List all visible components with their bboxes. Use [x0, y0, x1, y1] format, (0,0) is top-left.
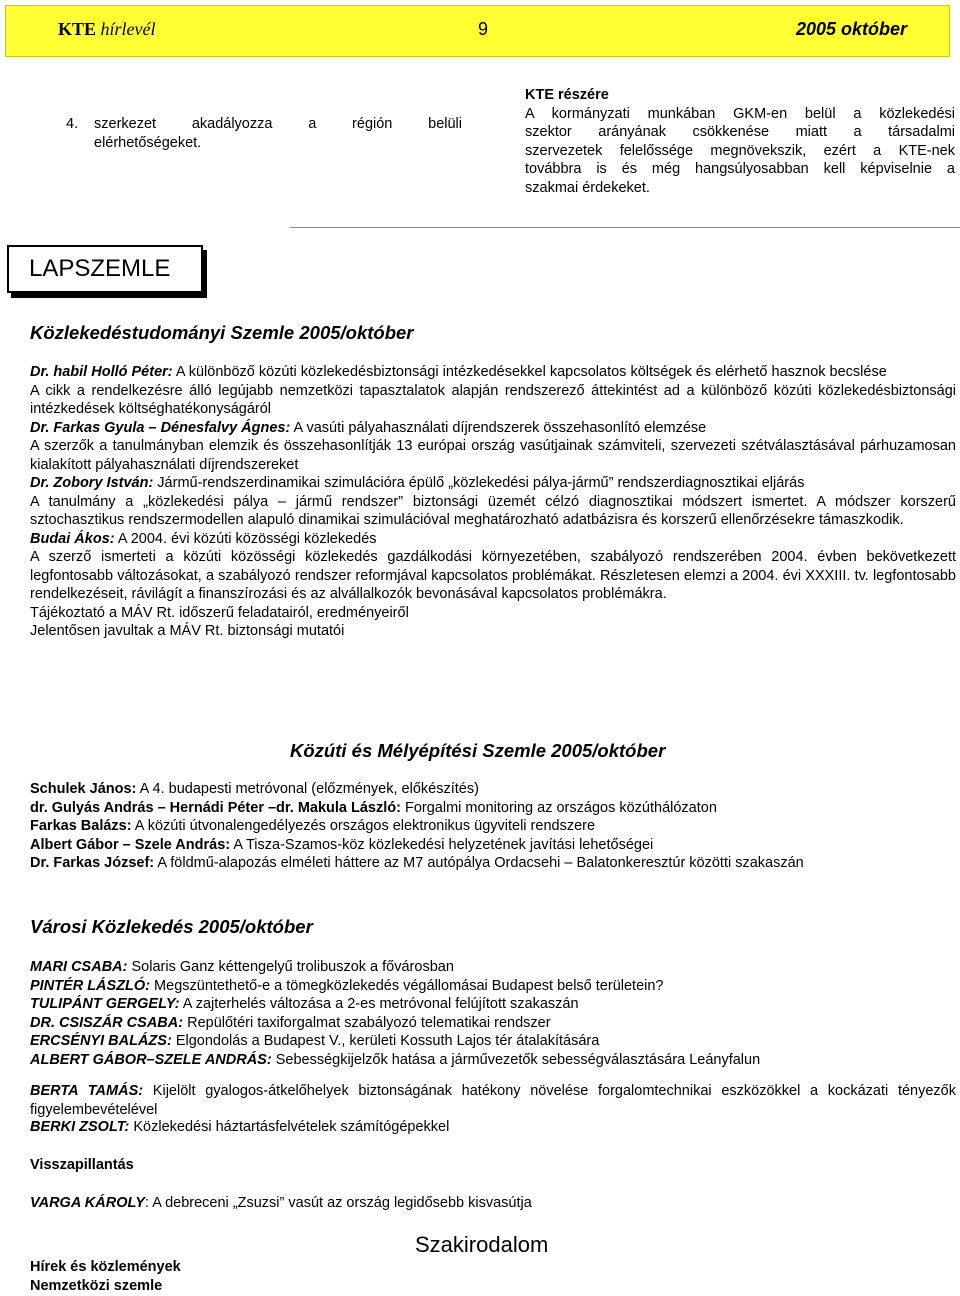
kozuti-list	[30, 780, 956, 873]
kozl-article-3-body: A tanulmány a „közlekedési pálya – jármű rendszer” biztonsági üzemét célzó diagnosztikai módszert ismertet. A módszer korszerű sztochasztikus rendszermodellen alapuló dinamikai szimulációval meghatározható adatbázisra és korszerű ellenőrzésekre támaszkodik.	[30, 493, 956, 528]
top-left-text2: elérhetőségeket.	[94, 134, 202, 151]
kte-line-1: A kormányzati munkában GKM-en belül a közlekedési	[525, 105, 955, 122]
article-title: Jármű-rendszerdinamikai szimulációra épülő „közlekedési pálya-jármű” rendszerdiagnosztikai eljárás	[153, 475, 805, 491]
berki-item	[30, 1118, 449, 1137]
item-author: VARGA KÁROLY	[30, 1195, 145, 1211]
article-title: A különböző közúti közlekedésbiztonsági intézkedésekkel kapcsolatos költségek és elérhető hasznok becslése	[172, 364, 887, 380]
kte-line-5: szakmai érdekeket.	[525, 179, 650, 196]
item-author: DR. CSISZÁR CSABA:	[30, 1014, 184, 1031]
header-date: 2005 október	[796, 19, 908, 39]
article-author: Dr. Zobory István:	[30, 475, 154, 491]
item-title: Elgondolás a Budapest V., kerületi Kossuth Lajos tér átalakítására	[171, 1033, 600, 1049]
article-author: Budai Ákos:	[30, 530, 115, 547]
header-brand	[58, 19, 156, 40]
top-left-paragraph	[66, 115, 462, 152]
list-item	[30, 1032, 956, 1051]
kozl-article-4-body: A szerző ismerteti a közúti közösségi közlekedés gazdálkodási környezetében, szabályozó rendszerében 2004. évben bekövetkezett legfontosabb változásokat, a szabályozó rendszer reformjával kapcsolatos problémákat. Részletesen elemzi a 2004. évi XXXIII. tv. legfontosabb rendelkezéseit, rávilágít a finanszírozási és az alvállalkozók bevonásával kapcsolatos problémákra.	[30, 549, 956, 602]
item-author: TULIPÁNT GERGELY:	[30, 996, 180, 1012]
item-number: 4.	[66, 116, 79, 132]
kte-line-3: szervezetek felelőssége megnövekszik, ezért a KTE-nek	[525, 142, 955, 159]
item-title: A földmű-alapozás elméleti háttere az M7 autópálya Ordacsehi – Balatonkeresztúr közötti szakaszán	[154, 855, 804, 871]
divider-rule	[290, 227, 960, 228]
kozl-articles	[30, 363, 956, 641]
item-title: Kijelölt gyalogos-átkelőhelyek biztonságának hatékony növelése forgalomtechnikai eszközökkel a kockázati tényezők figyelembevételével	[30, 1083, 957, 1118]
item-author: MARI CSABA:	[30, 959, 128, 975]
article-title: A vasúti pályahasználati díjrendszerek összehasonlító elemzése	[290, 419, 707, 436]
list-item	[30, 1051, 956, 1070]
varga-item	[30, 1194, 532, 1213]
item-author: PINTÉR LÁSZLÓ:	[30, 977, 151, 994]
article-author: Dr. Farkas Gyula – Dénesfalvy Ágnes:	[30, 419, 291, 436]
kozl-article-3-head	[30, 474, 956, 493]
item-title: A zajterhelés változása a 2-es metróvonal felújított szakaszán	[179, 996, 579, 1012]
item-author: Farkas Balázs:	[30, 818, 132, 834]
varosi-list	[30, 958, 956, 1069]
item-title: Repülőtéri taxiforgalmat szabályozó telematikai rendszer	[183, 1014, 551, 1031]
list-item	[30, 977, 956, 996]
kozl-article-4-head	[30, 530, 956, 549]
visszapillantas-heading: Visszapillantás	[30, 1157, 134, 1173]
item-title: A közúti útvonalengedélyezés országos elektronikus ügyviteli rendszere	[131, 818, 596, 834]
szakirodalom-heading: Szakirodalom	[415, 1232, 549, 1257]
top-left-line1	[66, 115, 462, 134]
kozl-article-6: Jelentősen javultak a MÁV Rt. biztonsági mutatói	[30, 623, 345, 639]
list-item	[30, 799, 956, 818]
newsletter-header	[5, 5, 950, 57]
kte-line-4: továbbra is és még hangsúlyosabban kell képviselnie a	[525, 161, 955, 177]
kte-title: KTE részére	[525, 87, 609, 103]
header-brand-text: KTE	[58, 19, 97, 39]
item-author: Schulek János:	[30, 781, 137, 797]
berta-item	[30, 1082, 956, 1119]
lapszemle-title: LAPSZEMLE	[29, 255, 171, 282]
item-title: Solaris Ganz kéttengelyű trolibuszok a fővárosban	[127, 959, 454, 975]
item-author: BERKI ZSOLT:	[30, 1119, 130, 1135]
kte-line-2: szektor arányának csökkenése miatt a társadalmi	[525, 124, 955, 140]
list-item	[30, 854, 956, 873]
item-title: Sebességkijelzők hatása a járművezetők sebességválasztására Leányfalun	[271, 1051, 761, 1068]
article-author: Dr. habil Holló Péter:	[30, 364, 173, 380]
nemzetkozi-heading: Nemzetközi szemle	[30, 1278, 163, 1294]
list-item	[30, 958, 956, 977]
item-title: : A debreceni „Zsuzsi” vasút az ország legidősebb kisvasútja	[144, 1195, 532, 1211]
list-item	[30, 780, 956, 799]
list-item	[30, 817, 956, 836]
item-title: A 4. budapesti metróvonal (előzmények, előkészítés)	[136, 781, 479, 797]
kozuti-heading: Közúti és Mélyépítési Szemle 2005/október	[290, 740, 666, 761]
header-brand-italic: hírlevél	[100, 19, 156, 39]
kozl-article-2-body: A szerzők a tanulmányban elemzik és összehasonlítják 13 európai ország vasútjainak számviteli, szervezeti szétválasztásával párhuzamosan kialakított pályahasználati díjrendszereket	[30, 438, 956, 473]
item-author: BERTA TAMÁS:	[30, 1083, 144, 1099]
item-author: dr. Gulyás András – Hernádi Péter –dr. Makula László:	[30, 799, 401, 816]
kte-section	[525, 86, 955, 197]
item-author: Albert Gábor – Szele András:	[30, 836, 231, 853]
list-item	[30, 836, 956, 855]
page-number: 9	[478, 19, 489, 39]
kozl-article-2-head	[30, 419, 956, 438]
item-author: ALBERT GÁBOR–SZELE ANDRÁS:	[30, 1051, 272, 1068]
item-title: Forgalmi monitoring az országos közúthálózaton	[400, 799, 717, 816]
item-author: Dr. Farkas József:	[30, 855, 155, 871]
top-left-text1: szerkezet akadályozza a régión belüli	[94, 116, 462, 132]
hirek-heading: Hírek és közlemények	[30, 1259, 181, 1275]
kozl-heading: Közlekedéstudományi Szemle 2005/október	[30, 322, 414, 343]
list-item	[30, 995, 956, 1014]
item-author: ERCSÉNYI BALÁZS:	[30, 1033, 172, 1049]
kozl-article-5: Tájékoztató a MÁV Rt. időszerű feladatairól, eredményeiről	[30, 604, 409, 621]
list-item	[30, 1014, 956, 1033]
kozl-article-1-body: A cikk a rendelkezésre álló legújabb nemzetközi tapasztalatok alapján rendszerező áttekintést ad a különböző közúti közlekedésbiztonsági intézkedések költséghatékonyságáról	[30, 382, 956, 417]
item-title: A Tisza-Szamos-köz közlekedési helyzetének javítási lehetőségei	[230, 836, 654, 853]
item-title: Közlekedési háztartásfelvételek számítógépekkel	[129, 1119, 450, 1135]
lapszemle-box	[7, 245, 203, 293]
kozl-article-1-head	[30, 363, 956, 382]
varosi-heading: Városi Közlekedés 2005/október	[30, 916, 313, 937]
article-title: A 2004. évi közúti közösségi közlekedés	[114, 530, 377, 547]
item-title: Megszüntethető-e a tömegközlekedés végállomásai Budapest belső területein?	[150, 977, 664, 994]
